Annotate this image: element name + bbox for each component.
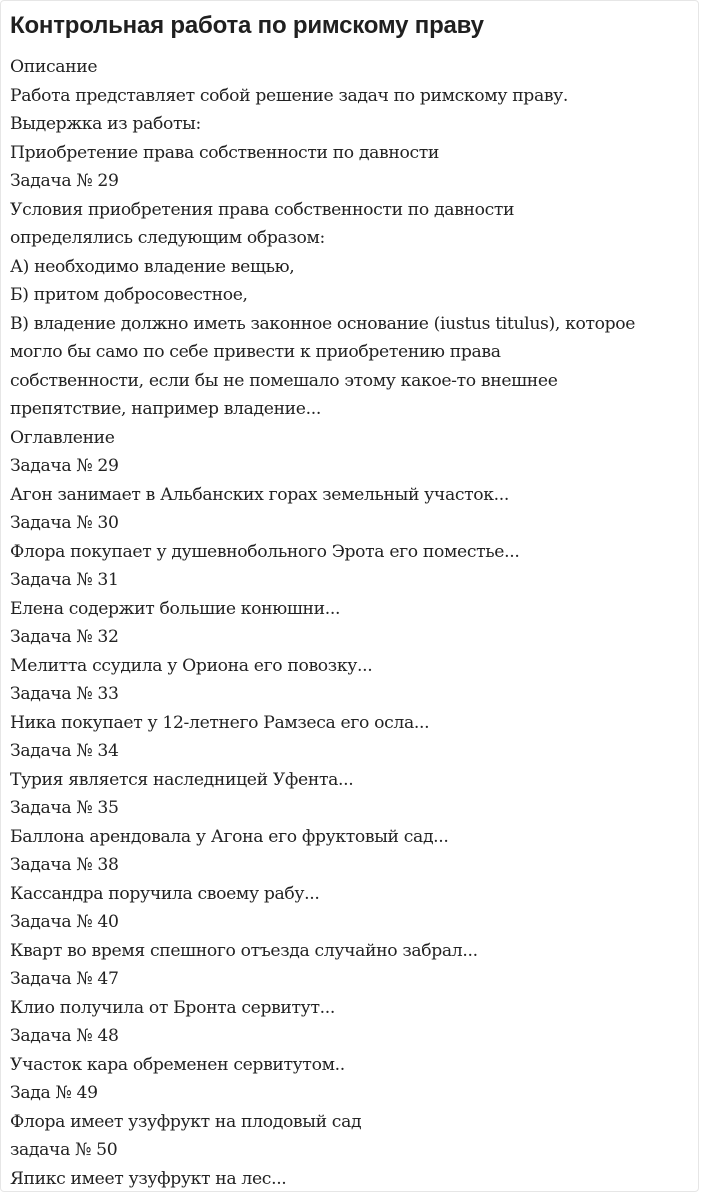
toc-task-number: Задача № 47 (10, 969, 119, 989)
toc-task-summary: Клио получила от Бронта сервитут... (10, 997, 335, 1018)
toc-task-number: Задача № 34 (10, 741, 119, 761)
toc-task-number: Задача № 38 (10, 855, 119, 875)
description-text: Работа представляет собой решение задач по римскому праву. (10, 85, 569, 106)
toc-task-number: Задача № 48 (10, 1026, 119, 1046)
toc-task-number: Задача № 29 (10, 456, 119, 476)
toc-task-number: Задача № 33 (10, 684, 119, 704)
excerpt-condition-line: определялись следующим образом: (10, 228, 325, 248)
excerpt-condition-line: Условия приобретения права собственности по давности (10, 199, 515, 220)
toc-list (10, 452, 692, 1193)
description-heading: Описание (10, 57, 98, 77)
toc-task-summary: Баллона арендовала у Агона его фруктовый сад... (10, 826, 449, 847)
toc-task-summary: Кварт во время спешного отъезда случайно забрал... (10, 940, 478, 961)
page-title: Контрольная работа по римскому праву (10, 12, 484, 39)
toc-task-number: Задача № 32 (10, 627, 119, 647)
excerpt-item-v-line: В) владение должно иметь законное основание (iustus titulus), которое (10, 313, 636, 334)
toc-task-summary: Агон занимает в Альбанских горах земельный участок... (10, 484, 510, 505)
excerpt-item-v-line: препятствие, например владение... (10, 399, 321, 419)
toc-heading: Оглавление (10, 427, 115, 448)
document-content (10, 9, 692, 1193)
toc-task-summary: Ника покупает у 12-летнего Рамзеса его осла... (10, 712, 430, 733)
toc-task-number: Задача № 30 (10, 513, 119, 533)
excerpt-heading: Выдержка из работы: (10, 114, 201, 134)
toc-task-number: Задача № 31 (10, 570, 119, 590)
excerpt-task: Задача № 29 (10, 171, 119, 191)
toc-task-number: Зада № 49 (10, 1083, 98, 1103)
excerpt-item-b: Б) притом добросовестное, (10, 285, 248, 305)
toc-task-summary: Флора покупает у душевнобольного Эрота его поместье... (10, 541, 520, 562)
toc-task-summary: Мелитта ссудила у Ориона его повозку... (10, 655, 373, 676)
excerpt-item-a: А) необходимо владение вещью, (10, 256, 295, 277)
excerpt-item-v-line: могло бы само по себе привести к приобретению права (10, 342, 501, 362)
toc-task-summary: Япикс имеет узуфрукт на лес... (10, 1168, 287, 1189)
toc-task-summary: Флора имеет узуфрукт на плодовый сад (10, 1111, 362, 1132)
excerpt-item-v-line: собственности, если бы не помешало этому какое-то внешнее (10, 370, 558, 391)
toc-task-summary: Елена содержит большие конюшни... (10, 598, 341, 619)
toc-task-number: Задача № 35 (10, 798, 119, 818)
toc-task-number: задача № 50 (10, 1140, 118, 1160)
toc-task-number: Задача № 40 (10, 912, 119, 932)
excerpt-subject: Приобретение права собственности по давности (10, 142, 440, 163)
toc-task-summary: Кассандра поручила своему рабу... (10, 883, 320, 904)
toc-task-summary: Турия является наследницей Уфента... (10, 769, 354, 790)
toc-task-summary: Участок кара обременен сервитутом.. (10, 1054, 345, 1075)
